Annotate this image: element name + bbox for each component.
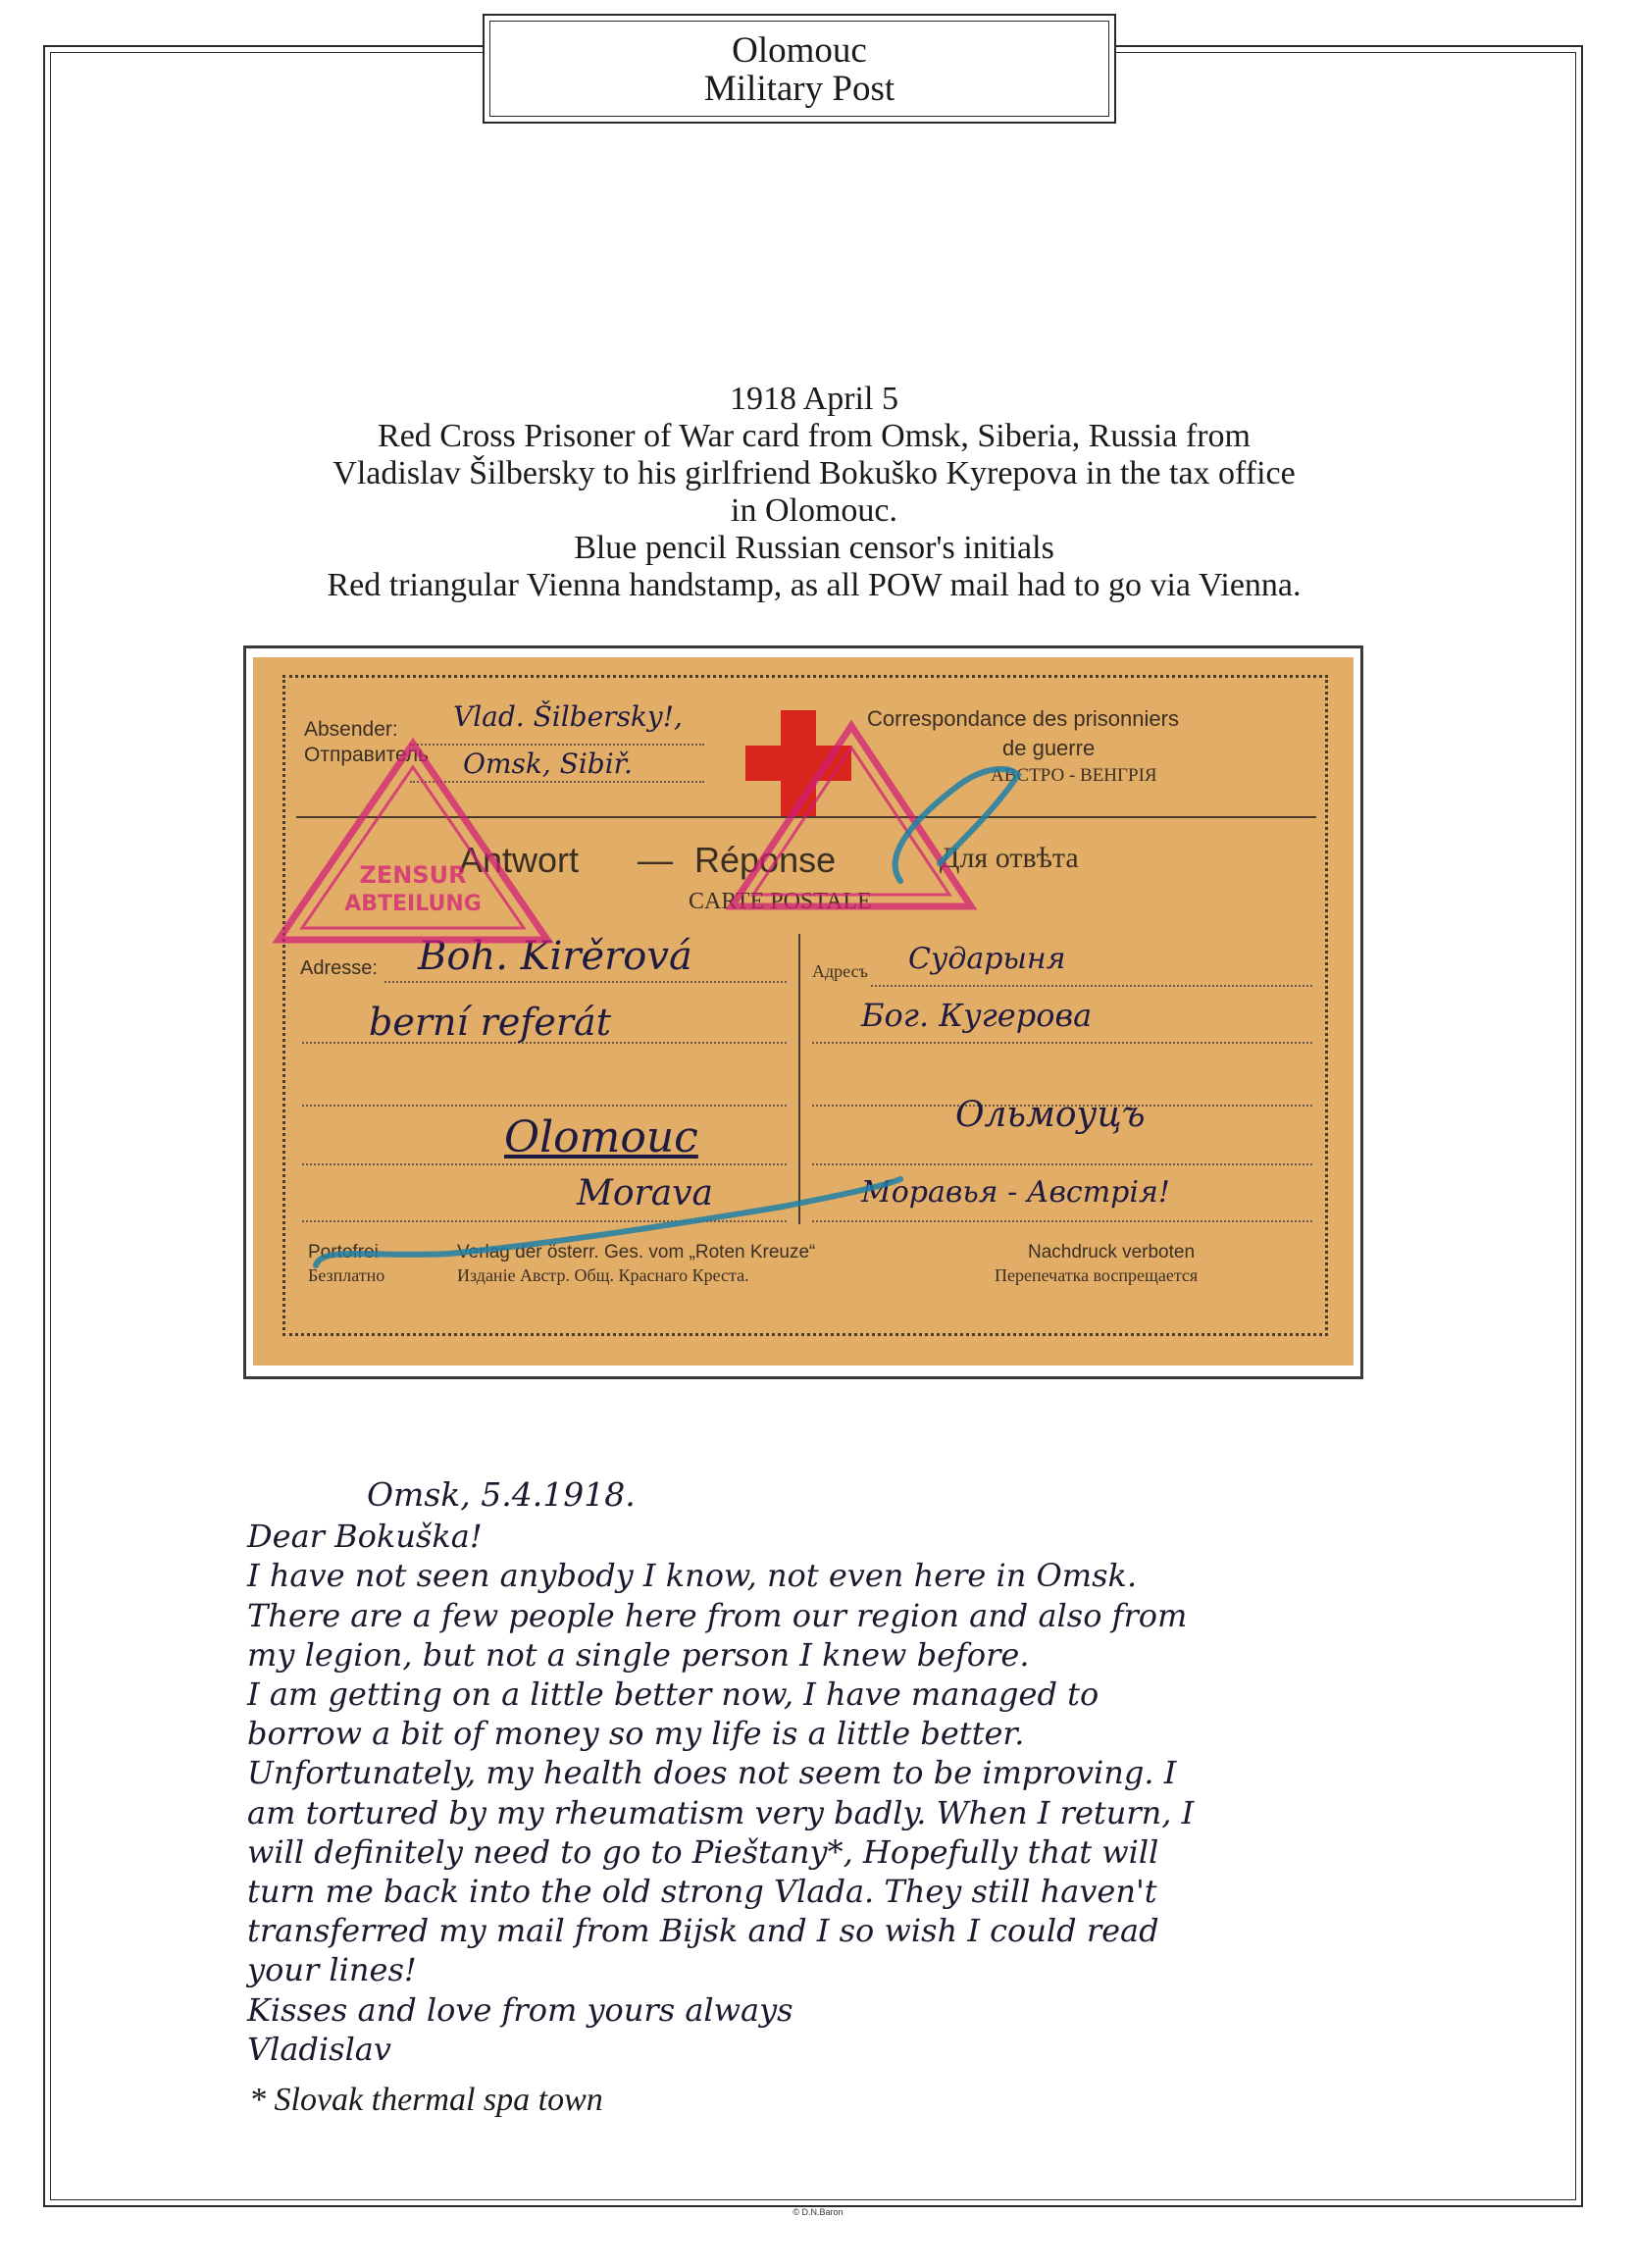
letter-line: transferred my mail from Bijsk and I so wish I could read (247, 1912, 1159, 1950)
letter-line: my legion, but not a single person I knew before. (247, 1635, 1030, 1674)
perepechatka-text: Перепечатка воспрещается (995, 1265, 1199, 1285)
addressee-title-cyrillic: Сударыня (908, 942, 1066, 976)
addressee-city-cyrillic: Ольмоуцъ (955, 1095, 1146, 1135)
stamp-text: ZENSUR (359, 861, 467, 889)
description-line: Red Cross Prisoner of War card from Omsk, Siberia, Russia from (378, 418, 1251, 454)
stamp-text: ABTEILUNG (344, 892, 482, 916)
besplatno-text: Безплатно (308, 1265, 385, 1285)
izdanie-text: Изданіе Австр. Общ. Краснаго Креста. (457, 1265, 749, 1285)
carte-postale-text: CARTE POSTALE (689, 889, 872, 914)
addressee-city-handwriting: Olomouc (504, 1112, 698, 1162)
sender-handwriting: Vlad. Šilbersky!, (453, 700, 683, 733)
letter-signature: Vladislav (247, 2030, 391, 2068)
description-line: in Olomouc. (731, 492, 897, 529)
correspondance-subheading: de guerre (1002, 736, 1096, 760)
verlag-text: Verlag der österr. Ges. vom „Roten Kreuze“ (457, 1242, 816, 1263)
reponse-text: Réponse (694, 840, 837, 880)
postcard (253, 657, 1354, 1366)
description-line: 1918 April 5 (730, 381, 898, 417)
page-title: Olomouc (732, 30, 867, 71)
dlya-otveta-text: Для отвѣта (940, 842, 1079, 874)
addressee-region-handwriting: Morava (577, 1173, 714, 1213)
correspondance-heading: Correspondance des prisonniers (867, 706, 1179, 731)
letter-line: am tortured by my rheumatism very badly. When I return, I (247, 1793, 1195, 1831)
otpravitel-label: Отправитель (304, 744, 430, 766)
addressee-region-cyrillic: Моравья - Австрія! (861, 1175, 1170, 1210)
letter-line: Kisses and love from yours always (247, 1990, 793, 2029)
portofrei-text: Portofrei (308, 1242, 379, 1263)
footnote: * Slovak thermal spa town (249, 2082, 603, 2118)
letter-line: borrow a bit of money so my life is a little better. (247, 1715, 1025, 1753)
antwort-text: Antwort (459, 840, 580, 880)
addressee-name-handwriting: Boh. Kirěrová (418, 934, 692, 979)
letter-transcription (247, 1475, 1405, 2069)
adres-label: Адресъ (812, 961, 868, 981)
letter-line: Dear Bokuška! (247, 1518, 483, 1556)
adresse-label: Adresse: (300, 957, 378, 979)
letter-line: I am getting on a little better now, I have managed to (247, 1675, 1099, 1714)
description-line: Vladislav Šilbersky to his girlfriend Bokuško Kyrepova in the tax office (332, 455, 1296, 491)
description (167, 381, 1461, 604)
title-box (483, 14, 1116, 124)
letter-dateline: Omsk, 5.4.1918. (367, 1475, 636, 1514)
addressee-name-cyrillic: Бог. Кугерова (861, 997, 1093, 1034)
addressee-office-handwriting: berní referát (369, 1001, 611, 1044)
blue-pencil-censor-mark (253, 657, 1354, 1366)
nachdruck-text: Nachdruck verboten (1028, 1242, 1196, 1263)
copyright: © D.N.Baron (792, 2207, 844, 2217)
page-subtitle: Military Post (703, 69, 895, 109)
letter-line: There are a few people here from our region and also from (247, 1596, 1188, 1634)
letter-line: will definitely need to go to Pieštany*, Hopefully that will (247, 1832, 1159, 1871)
letter-line: turn me back into the old strong Vlada. They still haven't (247, 1873, 1157, 1911)
letter-line: your lines! (247, 1951, 417, 1989)
absender-label: Absender: (304, 718, 398, 741)
avstro-vengria-text: АВСТРО - ВЕНГРІЯ (991, 765, 1157, 786)
description-line: Red triangular Vienna handstamp, as all POW mail had to go via Vienna. (327, 567, 1302, 603)
letter-line: I have not seen anybody I know, not even here in Omsk. (247, 1557, 1138, 1595)
letter-line: Unfortunately, my health does not seem to be improving. I (247, 1754, 1177, 1792)
dash-text: — (638, 840, 673, 880)
sender-place-handwriting: Omsk, Sibiř. (463, 747, 633, 780)
description-line: Blue pencil Russian censor's initials (574, 530, 1054, 566)
